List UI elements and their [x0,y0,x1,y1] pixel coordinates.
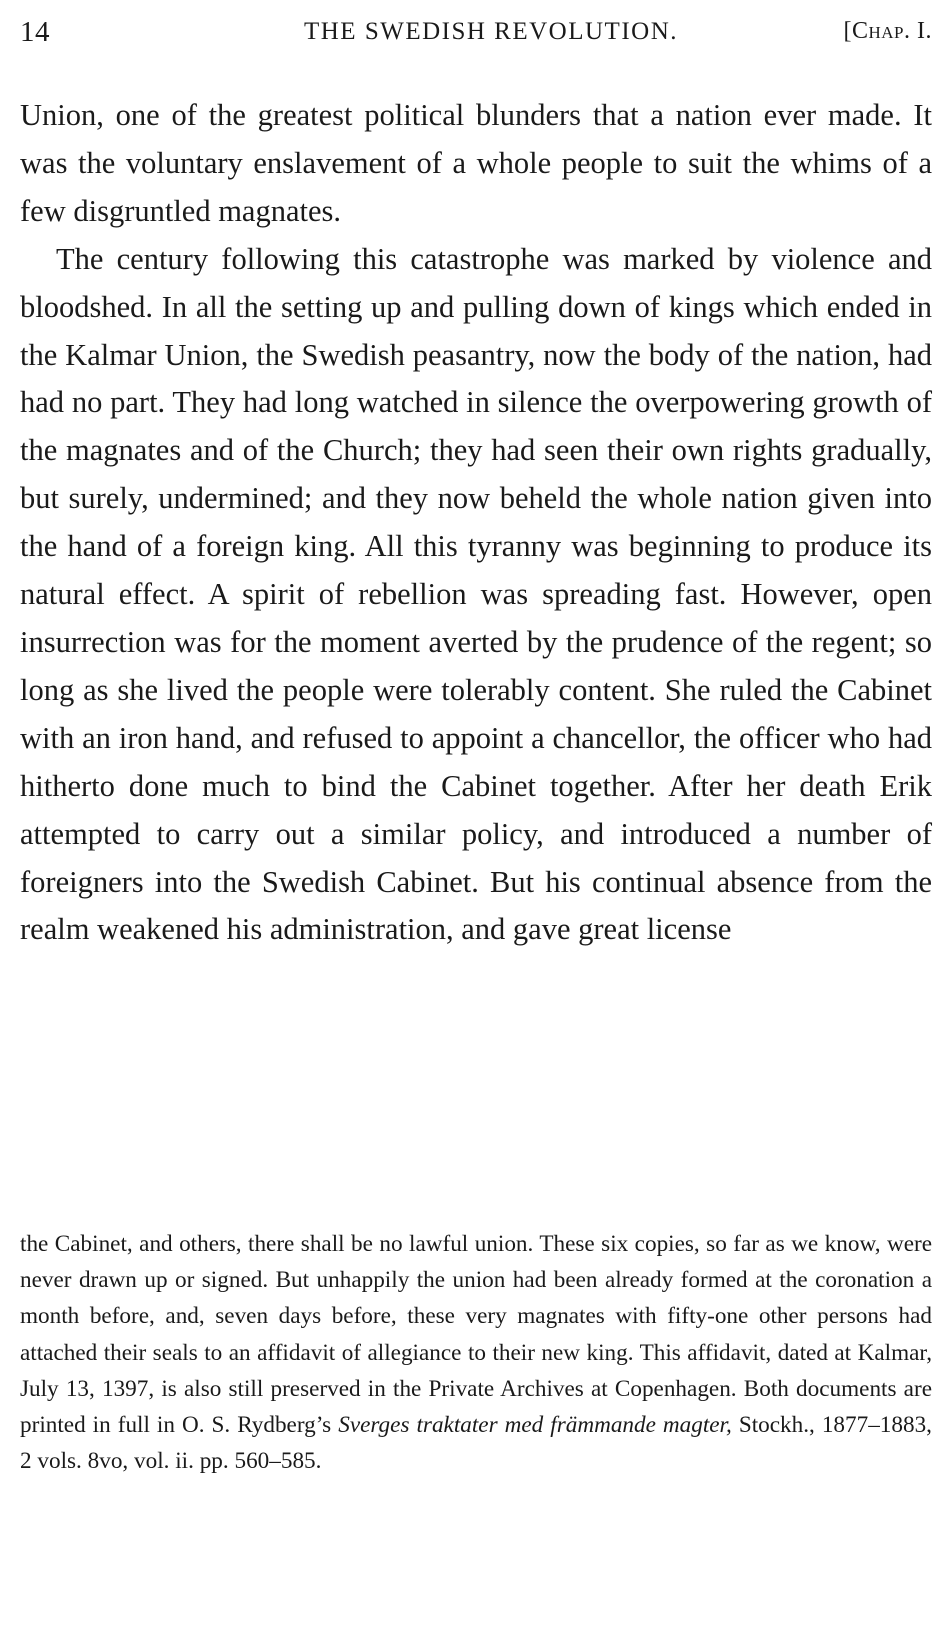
page-header [20,16,932,52]
footnote-text: the Cabinet, and others, there shall be no lawful union. These six copies, so far as we know, were never drawn up or signed. But unhappily the union had been already formed at the coronation a month before, and, seven days before, these very magnates with fifty-one other persons had attached their seals to an affidavit of allegiance to their new king. This affidavit, dated at Kalmar, July 13, 1397, is also still preserved in the Private Archives at Copenhagen. Both documents are printed in full in O. S. Rydberg’s [20,1231,932,1439]
footnote-text-end: Stockh., 1877–1883, 2 vols. 8vo, vol. ii. pp. 560–585. [20,1412,932,1475]
book-page [20,0,932,1636]
running-title: THE SWEDISH REVOLUTION. [303,18,679,45]
chapter-reference: [Chap. I. [843,18,932,44]
footnote-paragraph [20,1226,932,1479]
paragraph: The century following this catastrophe was marked by violence and bloodshed. In all the setting up and pulling down of kings which ended in the Kalmar Union, the Swedish peasantry, now the body of the nation, had had no part. They had long watched in silence the overpowering growth of the magnates and of the Church; they had seen their own rights gradually, but surely, undermined; and they now beheld the whole nation given into the hand of a foreign king. All this tyranny was beginning to produce its natural effect. A spirit of rebellion was spreading fast. However, open insurrection was for the moment averted by the prudence of the regent; so long as she lived the people were tolerably content. She ruled the Cabinet with an iron hand, and refused to appoint a chancellor, the officer who had hitherto done much to bind the Cabinet together. After her death Erik attempted to carry out a similar policy, and introduced a number of foreigners into the Swedish Cabinet. But his continual absence from the realm weakened his administration, and gave great license [20,241,932,947]
footnote [20,1226,932,1479]
paragraph-continuation: Union, one of the greatest political blunders that a nation ever made. It was the voluntary enslavement of a whole people to suit the whims of a few disgruntled magnates. [20,98,932,228]
page-number: 14 [20,16,50,48]
main-text [20,92,932,954]
footnote-italic-title: Sverges traktater med främmande magter, [338,1412,732,1439]
